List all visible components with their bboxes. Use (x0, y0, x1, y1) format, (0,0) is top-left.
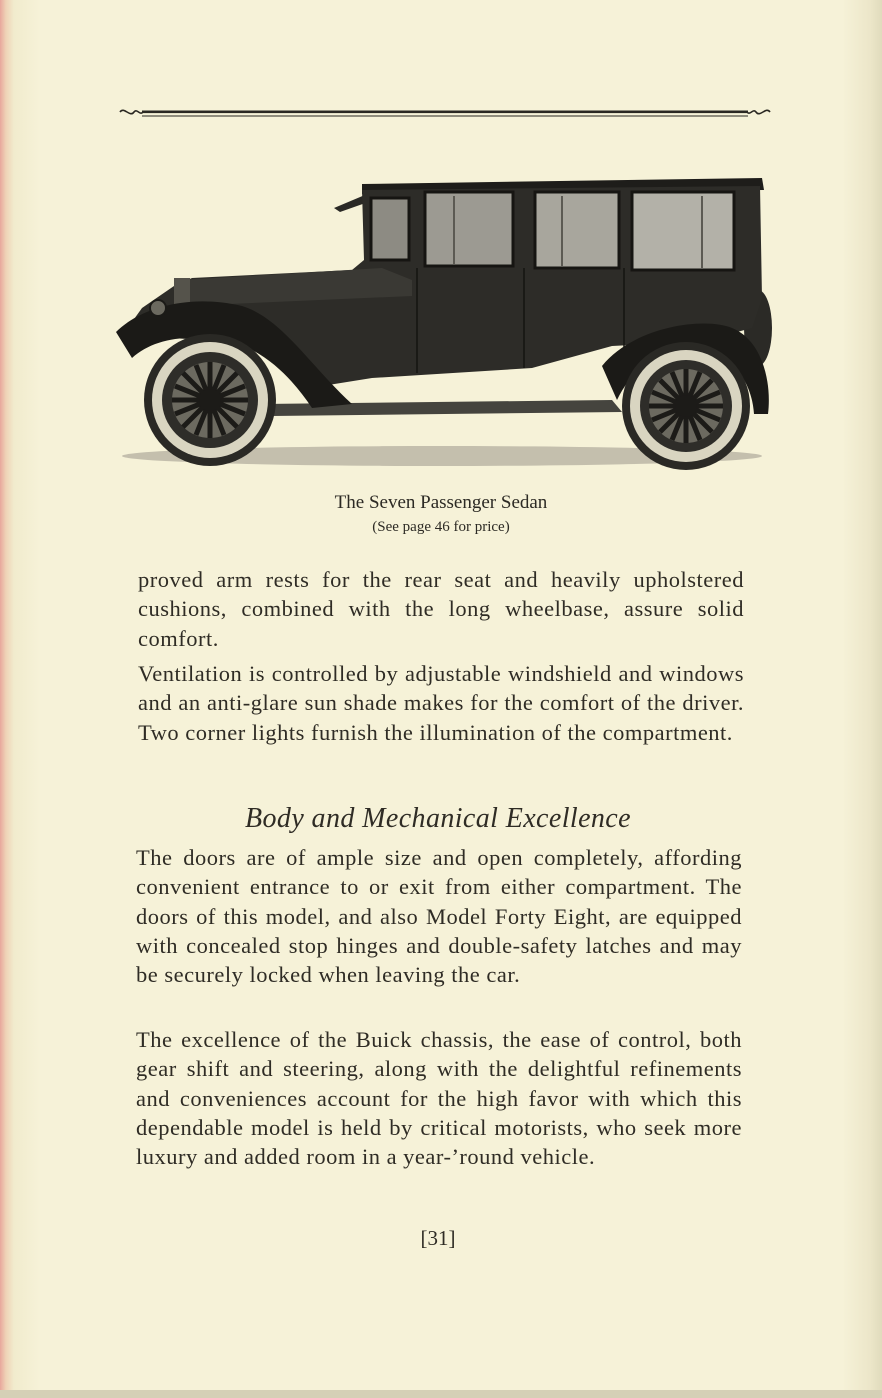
figure-subcaption: (See page 46 for price) (372, 519, 510, 535)
ornamental-rule (118, 104, 772, 126)
body-paragraph: The excellence of the Buick chassis, the ease of control, both gear shift and steering, along with the delightful refinements and conveniences account for the high favor with which this dependable model is held by critical motorists, who seek more luxury and added room in a year-’round vehicle. (136, 1027, 742, 1170)
page-number: [31] (420, 1226, 456, 1250)
body-paragraph: proved arm rests for the rear seat and heavily upholstered cushions, combined with the long wheelbase, assure solid comfort. (138, 567, 744, 651)
section-heading: Body and Mechanical Excellence (245, 803, 631, 834)
body-paragraph: The doors are of ample size and open completely, affording convenient entrance to or exit from either compartment. The doors of this model, and also Model Forty Eight, are equipped with concealed stop hinges and double-safety latches and may be securely locked when leaving the car. (136, 845, 742, 988)
body-paragraph: Ventilation is controlled by adjustable windshield and windows and an anti-glare sun shade makes for the comfort of the driver. Two corner lights furnish the illumination of the compartment. (138, 661, 744, 745)
figure-caption: The Seven Passenger Sedan (334, 492, 548, 513)
sedan-illustration (112, 168, 776, 478)
